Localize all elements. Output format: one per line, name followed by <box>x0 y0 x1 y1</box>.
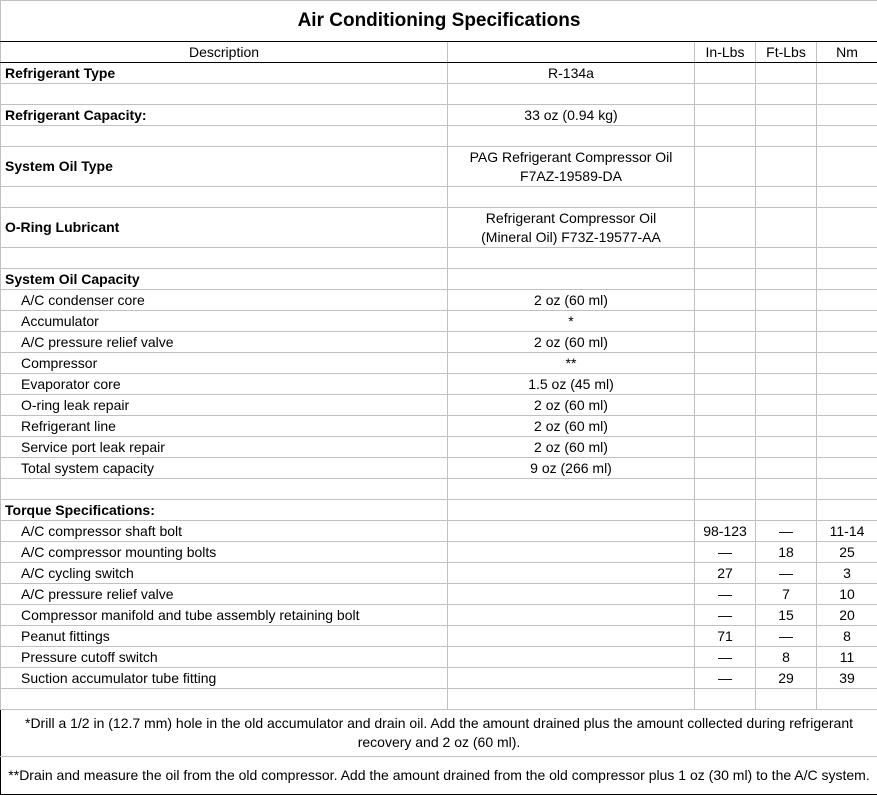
row-nm: 11 <box>817 647 877 668</box>
title-row <box>1 1 877 42</box>
row-in-lbs <box>695 269 756 290</box>
row-value <box>448 126 695 147</box>
row-in-lbs <box>695 353 756 374</box>
row-ft-lbs <box>756 248 817 269</box>
row-nm: 8 <box>817 626 877 647</box>
row-ft-lbs: — <box>756 521 817 542</box>
row-nm <box>817 147 877 187</box>
row-value <box>448 563 695 584</box>
row-nm <box>817 500 877 521</box>
row-description: Refrigerant line <box>1 416 448 437</box>
row-value <box>448 147 695 187</box>
row-value <box>448 668 695 689</box>
table-row <box>1 248 877 269</box>
table-row <box>1 437 877 458</box>
row-in-lbs <box>695 147 756 187</box>
row-nm: 3 <box>817 563 877 584</box>
row-value: 2 oz (60 ml) <box>448 437 695 458</box>
row-description: System Oil Type <box>1 147 448 187</box>
table-row <box>1 626 877 647</box>
table-row <box>1 63 877 84</box>
row-ft-lbs <box>756 290 817 311</box>
row-in-lbs: 98-123 <box>695 521 756 542</box>
row-nm <box>817 187 877 208</box>
row-nm: 20 <box>817 605 877 626</box>
header-description: Description <box>1 42 448 63</box>
table-title: Air Conditioning Specifications <box>1 1 877 42</box>
row-in-lbs: 71 <box>695 626 756 647</box>
row-ft-lbs: 8 <box>756 647 817 668</box>
row-value <box>448 605 695 626</box>
row-in-lbs <box>695 311 756 332</box>
row-ft-lbs: 18 <box>756 542 817 563</box>
row-ft-lbs <box>756 458 817 479</box>
row-ft-lbs <box>756 105 817 126</box>
table-row <box>1 416 877 437</box>
row-description: Refrigerant Type <box>1 63 448 84</box>
table-row <box>1 208 877 248</box>
row-description: Compressor manifold and tube assembly retaining bolt <box>1 605 448 626</box>
row-nm <box>817 332 877 353</box>
row-nm <box>817 63 877 84</box>
row-nm <box>817 479 877 500</box>
row-description: Evaporator core <box>1 374 448 395</box>
row-value <box>448 248 695 269</box>
row-ft-lbs <box>756 500 817 521</box>
header-row <box>1 42 877 63</box>
row-nm <box>817 248 877 269</box>
row-in-lbs <box>695 248 756 269</box>
row-nm: 10 <box>817 584 877 605</box>
table-row <box>1 458 877 479</box>
row-in-lbs <box>695 84 756 105</box>
row-value <box>448 479 695 500</box>
row-description: Total system capacity <box>1 458 448 479</box>
row-description: Pressure cutoff switch <box>1 647 448 668</box>
row-ft-lbs <box>756 208 817 248</box>
table-row <box>1 521 877 542</box>
header-ft-lbs: Ft-Lbs <box>756 42 817 63</box>
row-description: System Oil Capacity <box>1 269 448 290</box>
row-description <box>1 84 448 105</box>
row-value <box>448 542 695 563</box>
row-ft-lbs <box>756 126 817 147</box>
row-nm <box>817 437 877 458</box>
table-row <box>1 332 877 353</box>
row-in-lbs <box>695 290 756 311</box>
row-ft-lbs <box>756 416 817 437</box>
row-ft-lbs <box>756 63 817 84</box>
row-value: R-134a <box>448 63 695 84</box>
row-in-lbs <box>695 208 756 248</box>
row-ft-lbs <box>756 187 817 208</box>
row-in-lbs: — <box>695 605 756 626</box>
row-nm <box>817 84 877 105</box>
row-nm <box>817 374 877 395</box>
row-value: 2 oz (60 ml) <box>448 416 695 437</box>
row-ft-lbs <box>756 147 817 187</box>
row-description <box>1 187 448 208</box>
row-ft-lbs: — <box>756 563 817 584</box>
row-in-lbs <box>695 126 756 147</box>
row-description: A/C pressure relief valve <box>1 332 448 353</box>
table-row <box>1 374 877 395</box>
row-ft-lbs <box>756 269 817 290</box>
row-in-lbs: — <box>695 647 756 668</box>
row-nm <box>817 458 877 479</box>
row-in-lbs <box>695 479 756 500</box>
row-nm: 39 <box>817 668 877 689</box>
row-description: A/C compressor shaft bolt <box>1 521 448 542</box>
table-row <box>1 542 877 563</box>
row-description: Compressor <box>1 353 448 374</box>
row-ft-lbs: — <box>756 626 817 647</box>
row-value: 9 oz (266 ml) <box>448 458 695 479</box>
row-nm <box>817 290 877 311</box>
row-nm <box>817 208 877 248</box>
row-description: Refrigerant Capacity: <box>1 105 448 126</box>
row-value <box>448 521 695 542</box>
row-value <box>448 689 695 710</box>
table-row <box>1 269 877 290</box>
table-row <box>1 563 877 584</box>
row-value <box>448 647 695 668</box>
row-in-lbs <box>695 187 756 208</box>
row-in-lbs <box>695 689 756 710</box>
row-nm <box>817 126 877 147</box>
row-description <box>1 248 448 269</box>
row-in-lbs <box>695 332 756 353</box>
row-description: A/C pressure relief valve <box>1 584 448 605</box>
row-ft-lbs <box>756 353 817 374</box>
table-row <box>1 290 877 311</box>
row-value-line-2: F7AZ-19589-DA <box>452 167 690 186</box>
row-value: 33 oz (0.94 kg) <box>448 105 695 126</box>
footnote-row <box>1 710 877 757</box>
row-value <box>448 584 695 605</box>
table-row <box>1 395 877 416</box>
row-value <box>448 269 695 290</box>
row-in-lbs: — <box>695 668 756 689</box>
row-description: Service port leak repair <box>1 437 448 458</box>
table-row <box>1 311 877 332</box>
row-ft-lbs: 29 <box>756 668 817 689</box>
table-row <box>1 647 877 668</box>
row-value: ** <box>448 353 695 374</box>
row-value: 2 oz (60 ml) <box>448 332 695 353</box>
row-nm <box>817 689 877 710</box>
row-nm <box>817 416 877 437</box>
table-row <box>1 668 877 689</box>
row-value <box>448 208 695 248</box>
row-description: O-ring leak repair <box>1 395 448 416</box>
row-value <box>448 84 695 105</box>
row-ft-lbs <box>756 479 817 500</box>
row-in-lbs <box>695 437 756 458</box>
row-value: 2 oz (60 ml) <box>448 290 695 311</box>
row-description: Peanut fittings <box>1 626 448 647</box>
row-value <box>448 626 695 647</box>
row-nm: 25 <box>817 542 877 563</box>
table-row <box>1 500 877 521</box>
row-description: A/C condenser core <box>1 290 448 311</box>
row-ft-lbs <box>756 332 817 353</box>
row-in-lbs: 27 <box>695 563 756 584</box>
row-nm <box>817 353 877 374</box>
row-value: 1.5 oz (45 ml) <box>448 374 695 395</box>
row-in-lbs: — <box>695 584 756 605</box>
row-ft-lbs <box>756 437 817 458</box>
row-ft-lbs <box>756 689 817 710</box>
row-description: Suction accumulator tube fitting <box>1 668 448 689</box>
row-in-lbs <box>695 105 756 126</box>
row-value <box>448 500 695 521</box>
table-row <box>1 605 877 626</box>
footnote-row <box>1 757 877 795</box>
row-description <box>1 479 448 500</box>
footnote: **Drain and measure the oil from the old compressor. Add the amount drained from the old compressor plus 1 oz (30 ml) to the A/C system. <box>1 757 877 795</box>
row-in-lbs <box>695 374 756 395</box>
row-in-lbs <box>695 63 756 84</box>
footnote: *Drill a 1/2 in (12.7 mm) hole in the old accumulator and drain oil. Add the amount drained plus the amount collected during refrigerant recovery and 2 oz (60 ml). <box>1 710 877 757</box>
row-ft-lbs <box>756 395 817 416</box>
table-row <box>1 84 877 105</box>
table-row <box>1 353 877 374</box>
row-description: Torque Specifications: <box>1 500 448 521</box>
header-value <box>448 42 695 63</box>
row-in-lbs <box>695 395 756 416</box>
row-ft-lbs: 7 <box>756 584 817 605</box>
row-nm <box>817 311 877 332</box>
row-description: O-Ring Lubricant <box>1 208 448 248</box>
table-row <box>1 479 877 500</box>
table-row <box>1 105 877 126</box>
row-description <box>1 126 448 147</box>
row-value-line-1: PAG Refrigerant Compressor Oil <box>452 148 690 167</box>
table-row <box>1 126 877 147</box>
table-row <box>1 187 877 208</box>
row-value-line-1: Refrigerant Compressor Oil <box>452 209 690 228</box>
row-nm <box>817 395 877 416</box>
row-value: * <box>448 311 695 332</box>
row-ft-lbs <box>756 374 817 395</box>
row-description: A/C cycling switch <box>1 563 448 584</box>
row-in-lbs: — <box>695 542 756 563</box>
row-ft-lbs <box>756 84 817 105</box>
row-nm <box>817 269 877 290</box>
row-nm: 11-14 <box>817 521 877 542</box>
row-ft-lbs: 15 <box>756 605 817 626</box>
header-nm: Nm <box>817 42 877 63</box>
table-row <box>1 584 877 605</box>
row-value-line-2: (Mineral Oil) F73Z-19577-AA <box>452 228 690 247</box>
header-in-lbs: In-Lbs <box>695 42 756 63</box>
row-nm <box>817 105 877 126</box>
row-value <box>448 187 695 208</box>
row-description: Accumulator <box>1 311 448 332</box>
table-row <box>1 689 877 710</box>
table-row <box>1 147 877 187</box>
row-value: 2 oz (60 ml) <box>448 395 695 416</box>
row-ft-lbs <box>756 311 817 332</box>
row-in-lbs <box>695 500 756 521</box>
row-in-lbs <box>695 416 756 437</box>
row-description: A/C compressor mounting bolts <box>1 542 448 563</box>
row-in-lbs <box>695 458 756 479</box>
row-description <box>1 689 448 710</box>
